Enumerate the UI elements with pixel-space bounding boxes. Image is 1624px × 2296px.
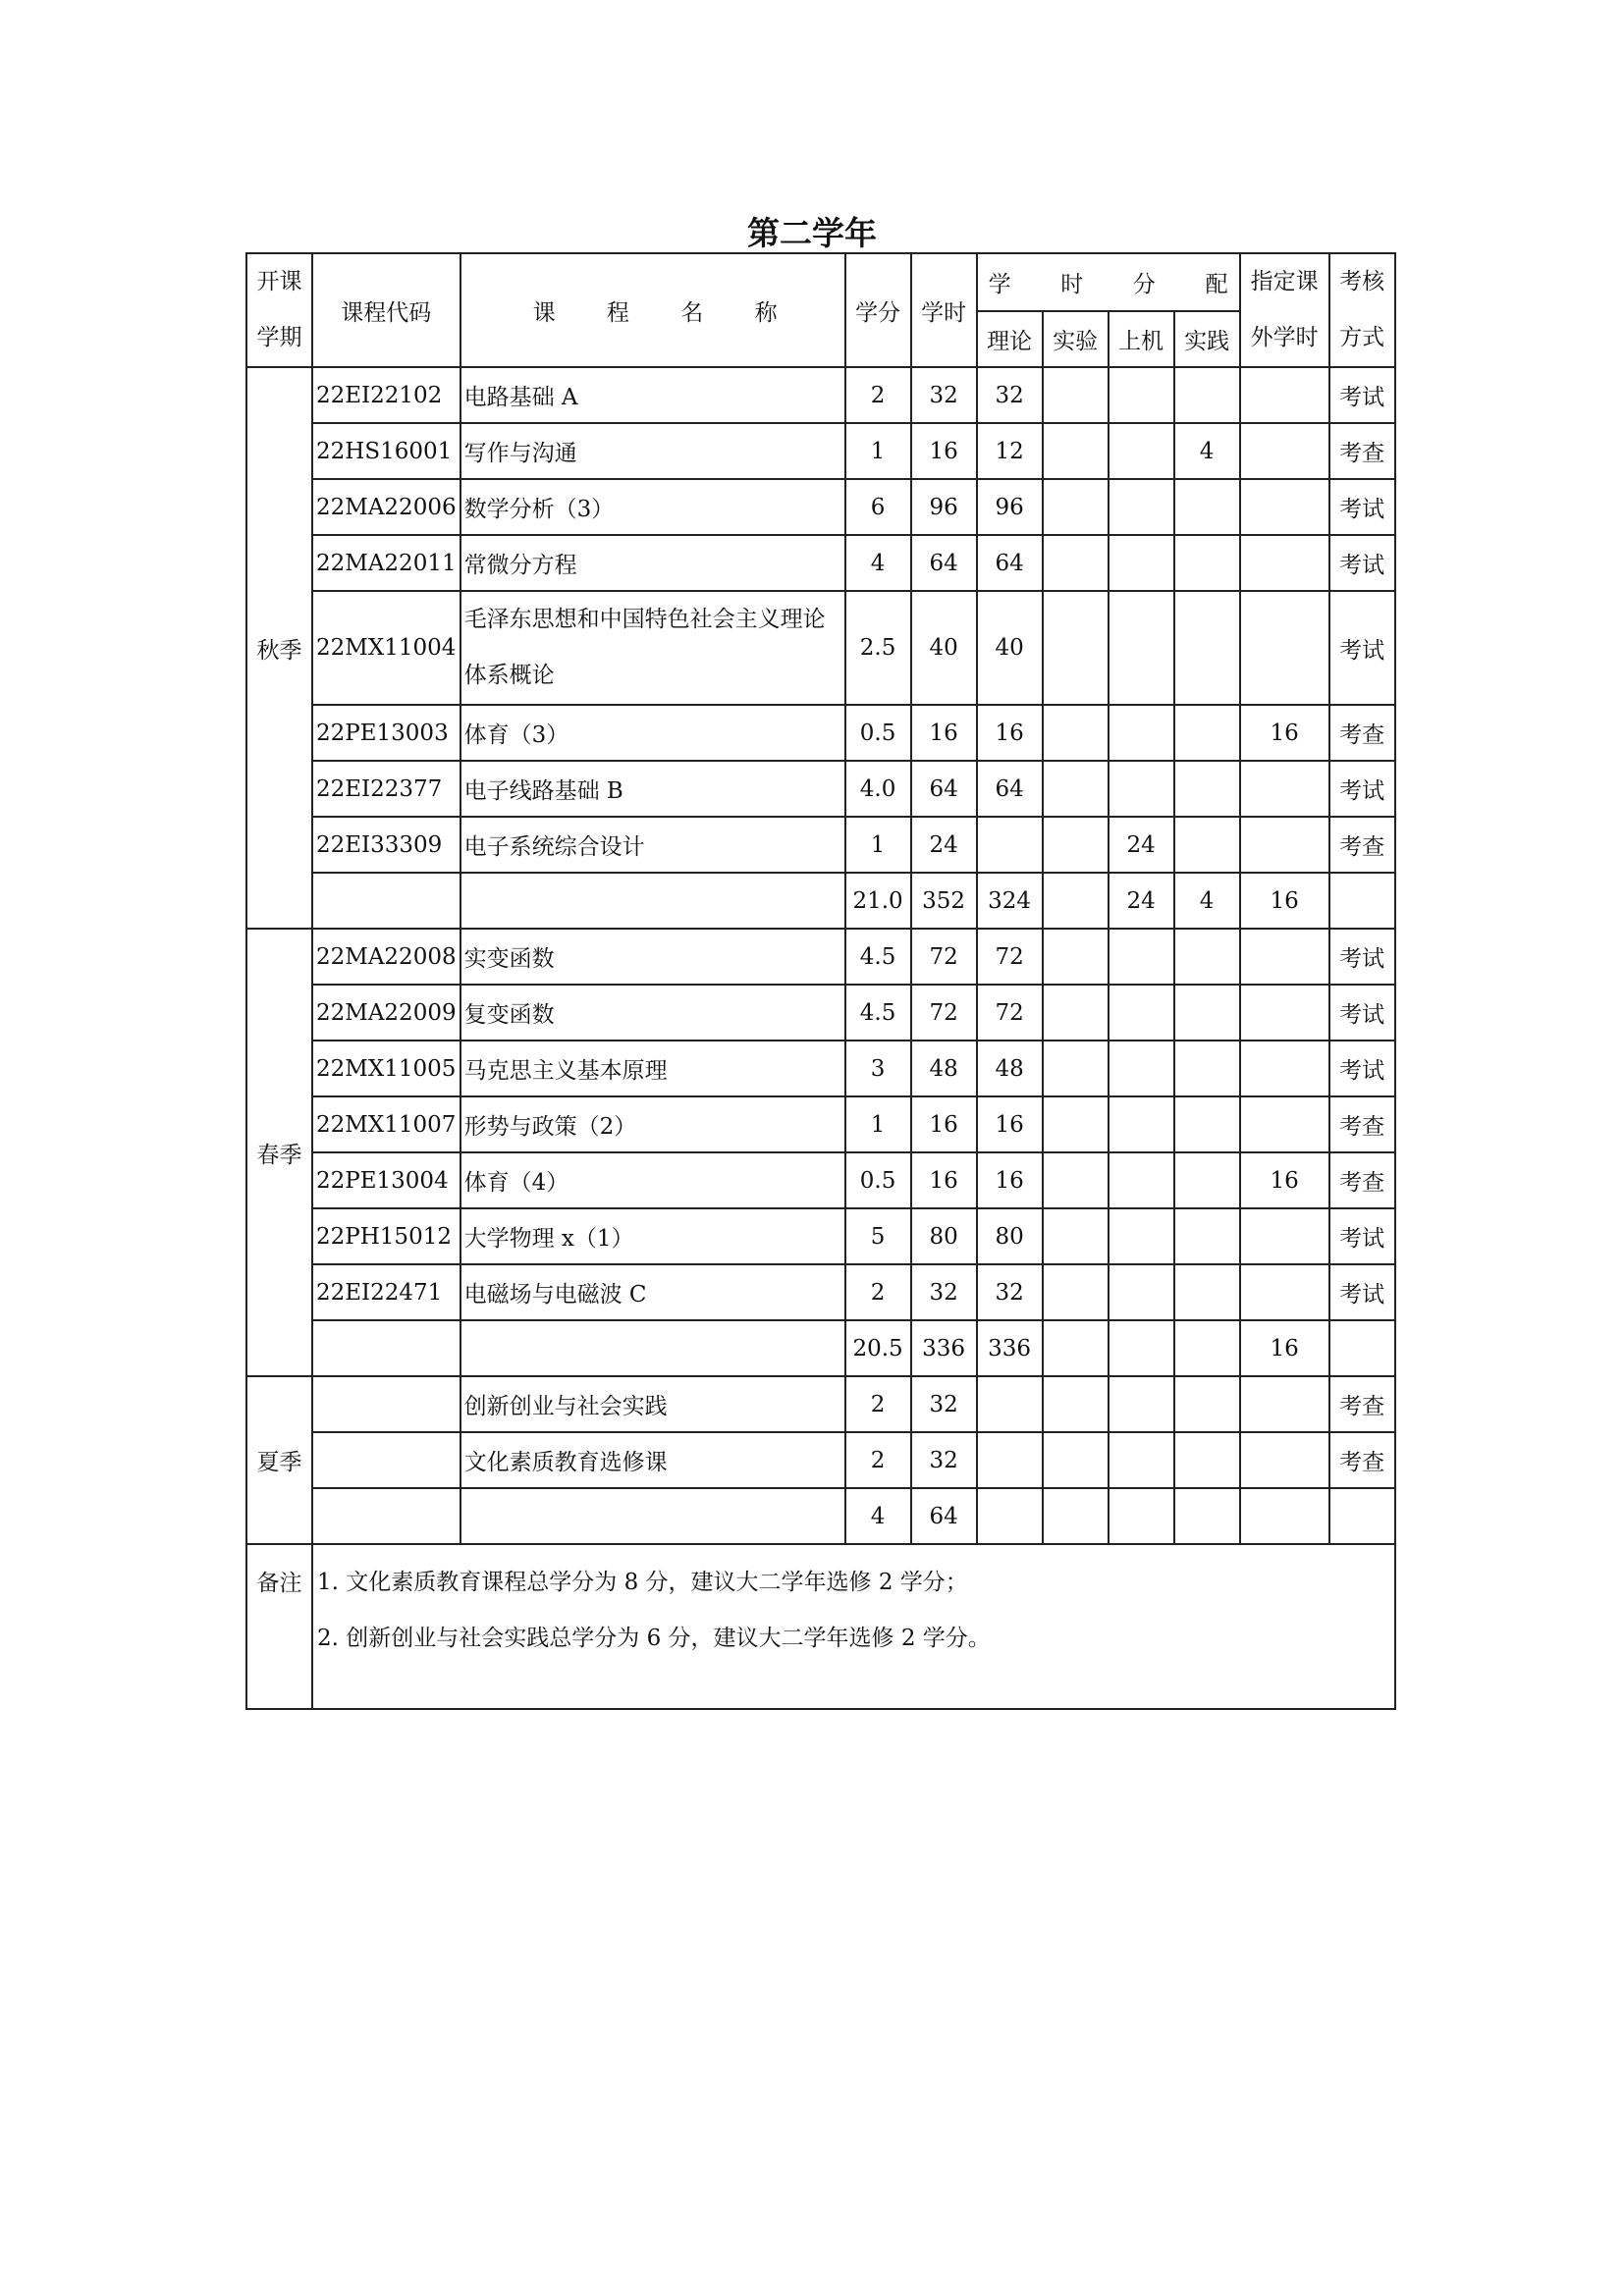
course-row bbox=[246, 1376, 1395, 1432]
practice-cell bbox=[1174, 1264, 1240, 1320]
course-row bbox=[246, 479, 1395, 535]
course-name: 电子系统综合设计 bbox=[460, 817, 845, 873]
computer-cell bbox=[1109, 929, 1174, 985]
hours-cell: 16 bbox=[911, 1152, 977, 1208]
theory-cell: 96 bbox=[977, 479, 1043, 535]
subtotal-row bbox=[246, 1320, 1395, 1376]
course-code: 22PE13003 bbox=[312, 705, 460, 761]
assessment-cell: 考试 bbox=[1329, 535, 1395, 591]
lab-cell bbox=[1043, 761, 1109, 817]
header-allocation: 学 时 分 配 bbox=[977, 253, 1240, 311]
extra-hours-cell bbox=[1240, 367, 1329, 423]
course-name: 大学物理 x（1） bbox=[460, 1208, 845, 1264]
subtotal-row bbox=[246, 1488, 1395, 1544]
course-code: 22PE13004 bbox=[312, 1152, 460, 1208]
hours-cell: 32 bbox=[911, 367, 977, 423]
subtotal-name-cell bbox=[460, 1320, 845, 1376]
hours-cell: 16 bbox=[911, 705, 977, 761]
extra-hours-cell bbox=[1240, 591, 1329, 705]
hours-cell: 32 bbox=[911, 1264, 977, 1320]
assessment-cell: 考查 bbox=[1329, 423, 1395, 479]
subtotal-computer-cell: 24 bbox=[1109, 873, 1174, 929]
subtotal-assessment-cell bbox=[1329, 1488, 1395, 1544]
subtotal-theory-cell: 324 bbox=[977, 873, 1043, 929]
computer-cell bbox=[1109, 1208, 1174, 1264]
theory-cell bbox=[977, 817, 1043, 873]
practice-cell bbox=[1174, 985, 1240, 1041]
credits-cell: 1 bbox=[845, 1096, 911, 1152]
credits-cell: 0.5 bbox=[845, 705, 911, 761]
remarks-row bbox=[246, 1544, 1395, 1709]
practice-cell bbox=[1174, 705, 1240, 761]
term-cell: 秋季 bbox=[246, 367, 312, 929]
course-name: 电路基础 A bbox=[460, 367, 845, 423]
subtotal-code-cell bbox=[312, 1488, 460, 1544]
lab-cell bbox=[1043, 817, 1109, 873]
credits-cell: 6 bbox=[845, 479, 911, 535]
subtotal-name-cell bbox=[460, 873, 845, 929]
course-code bbox=[312, 1432, 460, 1488]
computer-cell bbox=[1109, 1096, 1174, 1152]
lab-cell bbox=[1043, 985, 1109, 1041]
term-cell: 夏季 bbox=[246, 1376, 312, 1544]
theory-cell: 72 bbox=[977, 929, 1043, 985]
subtotal-theory-cell bbox=[977, 1488, 1043, 1544]
credits-cell: 2 bbox=[845, 367, 911, 423]
credits-cell: 4.5 bbox=[845, 929, 911, 985]
practice-cell bbox=[1174, 929, 1240, 985]
header-practice: 实践 bbox=[1174, 311, 1240, 368]
course-row bbox=[246, 817, 1395, 873]
theory-cell: 64 bbox=[977, 761, 1043, 817]
course-code: 22MA22011 bbox=[312, 535, 460, 591]
credits-cell: 4.0 bbox=[845, 761, 911, 817]
course-row bbox=[246, 985, 1395, 1041]
lab-cell bbox=[1043, 1376, 1109, 1432]
credits-cell: 4 bbox=[845, 535, 911, 591]
credits-cell: 2.5 bbox=[845, 591, 911, 705]
course-row bbox=[246, 929, 1395, 985]
assessment-cell: 考查 bbox=[1329, 817, 1395, 873]
theory-cell bbox=[977, 1432, 1043, 1488]
course-code: 22MX11007 bbox=[312, 1096, 460, 1152]
assessment-cell: 考试 bbox=[1329, 929, 1395, 985]
header-credits: 学分 bbox=[845, 253, 911, 367]
subtotal-hours-cell: 336 bbox=[911, 1320, 977, 1376]
header-hours: 学时 bbox=[911, 253, 977, 367]
course-code: 22MX11005 bbox=[312, 1041, 460, 1096]
course-name: 写作与沟通 bbox=[460, 423, 845, 479]
lab-cell bbox=[1043, 1041, 1109, 1096]
header-computer: 上机 bbox=[1109, 311, 1174, 368]
computer-cell bbox=[1109, 479, 1174, 535]
extra-hours-cell bbox=[1240, 535, 1329, 591]
course-row bbox=[246, 1096, 1395, 1152]
theory-cell: 40 bbox=[977, 591, 1043, 705]
course-code: 22MX11004 bbox=[312, 591, 460, 705]
extra-hours-cell bbox=[1240, 817, 1329, 873]
term-cell: 春季 bbox=[246, 929, 312, 1376]
credits-cell: 2 bbox=[845, 1264, 911, 1320]
lab-cell bbox=[1043, 1208, 1109, 1264]
practice-cell bbox=[1174, 367, 1240, 423]
assessment-cell: 考试 bbox=[1329, 591, 1395, 705]
credits-cell: 2 bbox=[845, 1376, 911, 1432]
computer-cell bbox=[1109, 985, 1174, 1041]
computer-cell bbox=[1109, 367, 1174, 423]
course-name: 毛泽东思想和中国特色社会主义理论体系概论 bbox=[460, 591, 845, 705]
assessment-cell: 考试 bbox=[1329, 1208, 1395, 1264]
remark-line: 1. 文化素质教育课程总学分为 8 分，建议大二学年选修 2 学分； bbox=[317, 1570, 968, 1595]
lab-cell bbox=[1043, 1264, 1109, 1320]
practice-cell bbox=[1174, 1152, 1240, 1208]
assessment-cell: 考查 bbox=[1329, 1432, 1395, 1488]
subtotal-computer-cell bbox=[1109, 1320, 1174, 1376]
credits-cell: 4.5 bbox=[845, 985, 911, 1041]
theory-cell: 72 bbox=[977, 985, 1043, 1041]
assessment-cell: 考试 bbox=[1329, 761, 1395, 817]
practice-cell bbox=[1174, 817, 1240, 873]
subtotal-code-cell bbox=[312, 1320, 460, 1376]
computer-cell bbox=[1109, 1264, 1174, 1320]
subtotal-credits-cell: 21.0 bbox=[845, 873, 911, 929]
assessment-cell: 考试 bbox=[1329, 1264, 1395, 1320]
course-row bbox=[246, 705, 1395, 761]
assessment-cell: 考查 bbox=[1329, 1376, 1395, 1432]
computer-cell bbox=[1109, 535, 1174, 591]
header-term: 开课 学期 bbox=[246, 253, 312, 367]
theory-cell: 32 bbox=[977, 367, 1043, 423]
subtotal-assessment-cell bbox=[1329, 1320, 1395, 1376]
assessment-cell: 考试 bbox=[1329, 367, 1395, 423]
header-assessment: 考核 方式 bbox=[1329, 253, 1395, 367]
subtotal-lab-cell bbox=[1043, 1488, 1109, 1544]
lab-cell bbox=[1043, 591, 1109, 705]
practice-cell bbox=[1174, 535, 1240, 591]
lab-cell bbox=[1043, 367, 1109, 423]
credits-cell: 0.5 bbox=[845, 1152, 911, 1208]
practice-cell: 4 bbox=[1174, 423, 1240, 479]
course-name: 体育（4） bbox=[460, 1152, 845, 1208]
lab-cell bbox=[1043, 1152, 1109, 1208]
course-row bbox=[246, 761, 1395, 817]
course-name: 复变函数 bbox=[460, 985, 845, 1041]
course-code: 22EI22471 bbox=[312, 1264, 460, 1320]
computer-cell bbox=[1109, 1432, 1174, 1488]
course-code bbox=[312, 1376, 460, 1432]
course-name: 创新创业与社会实践 bbox=[460, 1376, 845, 1432]
header-lab: 实验 bbox=[1043, 311, 1109, 368]
course-row bbox=[246, 1041, 1395, 1096]
computer-cell bbox=[1109, 705, 1174, 761]
practice-cell bbox=[1174, 479, 1240, 535]
extra-hours-cell bbox=[1240, 1432, 1329, 1488]
subtotal-practice-cell bbox=[1174, 1320, 1240, 1376]
computer-cell bbox=[1109, 761, 1174, 817]
hours-cell: 48 bbox=[911, 1041, 977, 1096]
subtotal-practice-cell bbox=[1174, 1488, 1240, 1544]
header-name: 课 程 名 称 bbox=[460, 253, 845, 367]
course-row bbox=[246, 367, 1395, 423]
theory-cell: 64 bbox=[977, 535, 1043, 591]
hours-cell: 80 bbox=[911, 1208, 977, 1264]
subtotal-practice-cell: 4 bbox=[1174, 873, 1240, 929]
remarks-body bbox=[312, 1544, 1395, 1709]
course-row bbox=[246, 1208, 1395, 1264]
credits-cell: 5 bbox=[845, 1208, 911, 1264]
lab-cell bbox=[1043, 705, 1109, 761]
computer-cell bbox=[1109, 1376, 1174, 1432]
course-code: 22MA22006 bbox=[312, 479, 460, 535]
course-code: 22MA22008 bbox=[312, 929, 460, 985]
assessment-cell: 考试 bbox=[1329, 1041, 1395, 1096]
hours-cell: 72 bbox=[911, 929, 977, 985]
hours-cell: 24 bbox=[911, 817, 977, 873]
extra-hours-cell bbox=[1240, 985, 1329, 1041]
subtotal-extra-hours-cell bbox=[1240, 1488, 1329, 1544]
credits-cell: 1 bbox=[845, 817, 911, 873]
course-code: 22EI22102 bbox=[312, 367, 460, 423]
assessment-cell: 考查 bbox=[1329, 1152, 1395, 1208]
theory-cell bbox=[977, 1376, 1043, 1432]
hours-cell: 64 bbox=[911, 535, 977, 591]
theory-cell: 16 bbox=[977, 1096, 1043, 1152]
course-row bbox=[246, 591, 1395, 705]
remark-line: 2. 创新创业与社会实践总学分为 6 分，建议大二学年选修 2 学分。 bbox=[317, 1626, 991, 1651]
subtotal-assessment-cell bbox=[1329, 873, 1395, 929]
hours-cell: 32 bbox=[911, 1432, 977, 1488]
course-code: 22EI22377 bbox=[312, 761, 460, 817]
extra-hours-cell bbox=[1240, 1376, 1329, 1432]
header-code: 课程代码 bbox=[312, 253, 460, 367]
subtotal-credits-cell: 4 bbox=[845, 1488, 911, 1544]
practice-cell bbox=[1174, 591, 1240, 705]
course-name: 实变函数 bbox=[460, 929, 845, 985]
subtotal-extra-hours-cell: 16 bbox=[1240, 1320, 1329, 1376]
hours-cell: 40 bbox=[911, 591, 977, 705]
credits-cell: 2 bbox=[845, 1432, 911, 1488]
course-name: 电磁场与电磁波 C bbox=[460, 1264, 845, 1320]
subtotal-hours-cell: 352 bbox=[911, 873, 977, 929]
lab-cell bbox=[1043, 479, 1109, 535]
hours-cell: 72 bbox=[911, 985, 977, 1041]
course-code: 22PH15012 bbox=[312, 1208, 460, 1264]
assessment-cell: 考试 bbox=[1329, 479, 1395, 535]
course-name: 文化素质教育选修课 bbox=[460, 1432, 845, 1488]
subtotal-lab-cell bbox=[1043, 1320, 1109, 1376]
practice-cell bbox=[1174, 1208, 1240, 1264]
header-extra-hours: 指定课 外学时 bbox=[1240, 253, 1329, 367]
practice-cell bbox=[1174, 1432, 1240, 1488]
course-name: 形势与政策（2） bbox=[460, 1096, 845, 1152]
extra-hours-cell bbox=[1240, 423, 1329, 479]
practice-cell bbox=[1174, 1096, 1240, 1152]
extra-hours-cell: 16 bbox=[1240, 705, 1329, 761]
course-code: 22MA22009 bbox=[312, 985, 460, 1041]
course-row bbox=[246, 1152, 1395, 1208]
extra-hours-cell bbox=[1240, 479, 1329, 535]
practice-cell bbox=[1174, 761, 1240, 817]
theory-cell: 48 bbox=[977, 1041, 1043, 1096]
lab-cell bbox=[1043, 535, 1109, 591]
theory-cell: 32 bbox=[977, 1264, 1043, 1320]
course-code: 22EI33309 bbox=[312, 817, 460, 873]
course-name: 数学分析（3） bbox=[460, 479, 845, 535]
lab-cell bbox=[1043, 423, 1109, 479]
subtotal-computer-cell bbox=[1109, 1488, 1174, 1544]
assessment-cell: 考查 bbox=[1329, 705, 1395, 761]
course-row bbox=[246, 1264, 1395, 1320]
assessment-cell: 考试 bbox=[1329, 985, 1395, 1041]
page-title: 第二学年 bbox=[747, 214, 877, 252]
lab-cell bbox=[1043, 929, 1109, 985]
theory-cell: 12 bbox=[977, 423, 1043, 479]
assessment-cell: 考查 bbox=[1329, 1096, 1395, 1152]
remarks-label: 备注 bbox=[246, 1544, 312, 1709]
computer-cell bbox=[1109, 1152, 1174, 1208]
extra-hours-cell bbox=[1240, 1096, 1329, 1152]
hours-cell: 16 bbox=[911, 423, 977, 479]
computer-cell bbox=[1109, 1041, 1174, 1096]
hours-cell: 64 bbox=[911, 761, 977, 817]
theory-cell: 80 bbox=[977, 1208, 1043, 1264]
course-name: 马克思主义基本原理 bbox=[460, 1041, 845, 1096]
hours-cell: 32 bbox=[911, 1376, 977, 1432]
hours-cell: 96 bbox=[911, 479, 977, 535]
course-row bbox=[246, 423, 1395, 479]
subtotal-extra-hours-cell: 16 bbox=[1240, 873, 1329, 929]
header-theory: 理论 bbox=[977, 311, 1043, 368]
extra-hours-cell bbox=[1240, 1208, 1329, 1264]
practice-cell bbox=[1174, 1041, 1240, 1096]
hours-cell: 16 bbox=[911, 1096, 977, 1152]
subtotal-code-cell bbox=[312, 873, 460, 929]
lab-cell bbox=[1043, 1432, 1109, 1488]
subtotal-name-cell bbox=[460, 1488, 845, 1544]
course-row bbox=[246, 1432, 1395, 1488]
extra-hours-cell bbox=[1240, 1264, 1329, 1320]
subtotal-credits-cell: 20.5 bbox=[845, 1320, 911, 1376]
course-name: 体育（3） bbox=[460, 705, 845, 761]
credits-cell: 3 bbox=[845, 1041, 911, 1096]
subtotal-theory-cell: 336 bbox=[977, 1320, 1043, 1376]
course-name: 常微分方程 bbox=[460, 535, 845, 591]
theory-cell: 16 bbox=[977, 705, 1043, 761]
subtotal-lab-cell bbox=[1043, 873, 1109, 929]
credits-cell: 1 bbox=[845, 423, 911, 479]
course-name: 电子线路基础 B bbox=[460, 761, 845, 817]
extra-hours-cell bbox=[1240, 1041, 1329, 1096]
lab-cell bbox=[1043, 1096, 1109, 1152]
course-row bbox=[246, 535, 1395, 591]
subtotal-row bbox=[246, 873, 1395, 929]
extra-hours-cell: 16 bbox=[1240, 1152, 1329, 1208]
computer-cell bbox=[1109, 591, 1174, 705]
extra-hours-cell bbox=[1240, 761, 1329, 817]
extra-hours-cell bbox=[1240, 929, 1329, 985]
subtotal-hours-cell: 64 bbox=[911, 1488, 977, 1544]
curriculum-table bbox=[245, 252, 1396, 1710]
computer-cell bbox=[1109, 423, 1174, 479]
practice-cell bbox=[1174, 1376, 1240, 1432]
computer-cell: 24 bbox=[1109, 817, 1174, 873]
course-code: 22HS16001 bbox=[312, 423, 460, 479]
theory-cell: 16 bbox=[977, 1152, 1043, 1208]
